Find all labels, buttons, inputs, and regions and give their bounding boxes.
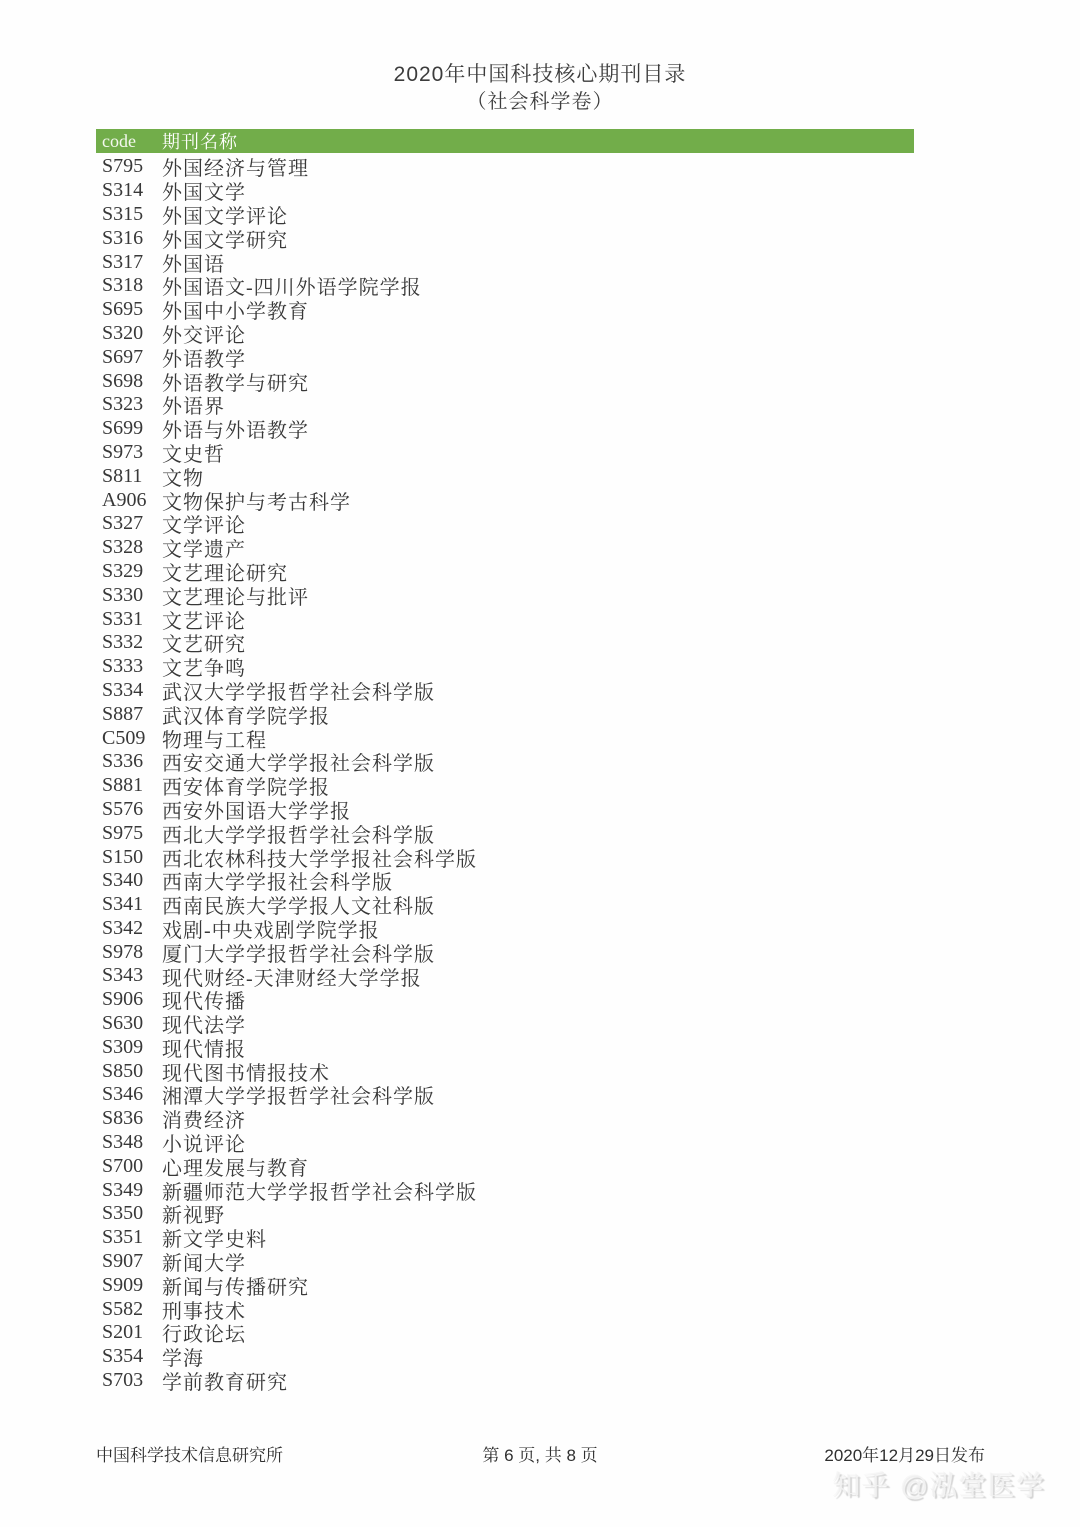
journal-code: S881 [102, 774, 144, 797]
journal-code: S699 [102, 417, 144, 440]
journal-name: 学海 [162, 1348, 204, 1371]
journal-name: 现代财经-天津财经大学学报 [162, 967, 422, 990]
journal-name: 外国文学研究 [162, 229, 288, 252]
journal-code: S975 [102, 821, 144, 844]
journal-code: S150 [102, 845, 144, 868]
journal-code: S336 [102, 750, 144, 773]
journal-code: S887 [102, 702, 144, 725]
journal-code: S695 [102, 298, 144, 321]
journal-code: S323 [102, 393, 144, 416]
journal-name: 现代传播 [162, 991, 246, 1014]
journal-name: 外国语 [162, 253, 225, 276]
journal-name: 文物 [162, 467, 204, 490]
journal-code: S341 [102, 893, 144, 916]
journal-code: S343 [102, 964, 144, 987]
journal-code: A906 [102, 488, 147, 511]
journal-code: S697 [102, 345, 144, 368]
journal-name: 西安交通大学学报社会科学版 [162, 753, 435, 776]
journal-name: 刑事技术 [162, 1300, 246, 1323]
journal-code: S630 [102, 1012, 144, 1035]
journal-code: S329 [102, 559, 144, 582]
journal-code: S330 [102, 583, 144, 606]
journal-name: 外语界 [162, 396, 225, 419]
journal-name: 西南大学学报社会科学版 [162, 872, 393, 895]
table-header-row [96, 129, 914, 153]
journal-code: S349 [102, 1178, 144, 1201]
journal-name: 现代情报 [162, 1038, 246, 1061]
journal-code: S700 [102, 1154, 144, 1177]
journal-code: S836 [102, 1107, 144, 1130]
journal-name: 行政论坛 [162, 1324, 246, 1347]
journal-code: S320 [102, 321, 144, 344]
journal-code: S328 [102, 536, 144, 559]
journal-name: 文艺争鸣 [162, 658, 246, 681]
journal-name: 外国文学评论 [162, 206, 288, 228]
page-footer [0, 1441, 1080, 1465]
journal-code: C509 [102, 726, 146, 749]
journal-name: 武汉体育学院学报 [162, 705, 330, 728]
footer-page-number: 第 6 页, 共 8 页 [482, 1446, 598, 1465]
journal-code: S698 [102, 369, 144, 392]
journal-name: 文艺理论与批评 [162, 586, 309, 609]
journal-name: 新视野 [162, 1205, 225, 1228]
journal-code: S907 [102, 1250, 144, 1273]
journal-name: 文学评论 [162, 515, 246, 538]
journal-name: 西南民族大学学报人文社科版 [162, 896, 435, 919]
journal-code: S850 [102, 1059, 144, 1082]
journal-name: 外国文学 [162, 182, 246, 205]
footer-publisher: 中国科学技术信息研究所 [96, 1446, 283, 1465]
journal-name: 西安外国语大学学报 [162, 800, 351, 823]
column-header-journal-name: 期刊名称 [162, 132, 238, 152]
journal-name: 外国经济与管理 [162, 158, 309, 181]
journal-name: 西北农林科技大学学报社会科学版 [162, 848, 477, 871]
journal-code: S346 [102, 1083, 144, 1106]
journal-name: 外语教学与研究 [162, 372, 309, 395]
journal-name: 外交评论 [162, 324, 246, 347]
document-title: 2020年中国科技核心期刊目录 [393, 63, 687, 86]
journal-name: 外国中小学教育 [162, 301, 309, 324]
journal-name: 新文学史料 [162, 1229, 267, 1252]
journal-name: 新闻大学 [162, 1253, 246, 1276]
journal-code: S978 [102, 940, 144, 963]
journal-name: 小说评论 [162, 1134, 246, 1157]
journal-code: S331 [102, 607, 144, 630]
zhihu-watermark: 知乎 @泓堂医学 [833, 1471, 1046, 1501]
journal-name: 外语与外语教学 [162, 420, 309, 443]
journal-name: 西安体育学院学报 [162, 777, 330, 800]
journal-code: S315 [102, 202, 144, 225]
document-subtitle: （社会科学卷） [466, 91, 614, 113]
journal-name: 学前教育研究 [162, 1372, 288, 1395]
journal-code: S314 [102, 179, 144, 202]
journal-name: 文艺研究 [162, 634, 246, 657]
journal-name: 新闻与传播研究 [162, 1276, 309, 1299]
journal-name: 新疆师范大学学报哲学社会科学版 [162, 1181, 477, 1204]
journal-name: 文史哲 [162, 443, 225, 466]
journal-code: S973 [102, 440, 144, 463]
journal-code: S350 [102, 1202, 144, 1225]
journal-name: 西北大学学报哲学社会科学版 [162, 824, 435, 847]
journal-code: S317 [102, 250, 144, 273]
journal-name: 现代图书情报技术 [162, 1062, 330, 1085]
journal-code: S309 [102, 1035, 144, 1058]
journal-name: 文学遗产 [162, 539, 246, 562]
journal-name: 心理发展与教育 [162, 1157, 309, 1180]
journal-name: 消费经济 [162, 1110, 246, 1133]
journal-name: 戏剧-中央戏剧学院学报 [162, 919, 380, 942]
journal-code: S351 [102, 1226, 144, 1249]
journal-name: 湘潭大学学报哲学社会科学版 [162, 1086, 435, 1109]
journal-name: 文艺理论研究 [162, 562, 288, 585]
journal-code: S909 [102, 1273, 144, 1296]
journal-code: S703 [102, 1369, 144, 1392]
journal-code: S201 [102, 1321, 144, 1344]
journal-name: 文艺评论 [162, 610, 246, 633]
journal-name: 厦门大学学报哲学社会科学版 [162, 943, 435, 966]
journal-code: S348 [102, 1131, 144, 1154]
footer-publish-date: 2020年12月29日发布 [824, 1446, 985, 1465]
journal-code: S316 [102, 226, 144, 249]
journal-code: S342 [102, 916, 144, 939]
journal-name: 文物保护与考古科学 [162, 491, 351, 514]
journal-code: S811 [102, 464, 143, 487]
journal-name: 武汉大学学报哲学社会科学版 [162, 681, 435, 704]
table-row [96, 1369, 914, 1393]
journal-code: S576 [102, 797, 144, 820]
column-header-code: code [102, 130, 136, 151]
journal-name: 物理与工程 [162, 729, 267, 752]
journal-code: S582 [102, 1297, 144, 1320]
journal-name: 外语教学 [162, 348, 246, 371]
journal-code: S332 [102, 631, 144, 654]
journal-code: S906 [102, 988, 144, 1011]
table-body [96, 153, 914, 1395]
journal-code: S318 [102, 274, 144, 297]
journal-code: S334 [102, 678, 144, 701]
journal-code: S327 [102, 512, 144, 535]
journal-code: S354 [102, 1345, 144, 1368]
journal-code: S795 [102, 155, 144, 178]
journal-table [96, 129, 914, 1395]
journal-name: 现代法学 [162, 1015, 246, 1038]
journal-code: S333 [102, 655, 144, 678]
journal-name: 外国语文-四川外语学院学报 [162, 277, 422, 300]
journal-code: S340 [102, 869, 144, 892]
